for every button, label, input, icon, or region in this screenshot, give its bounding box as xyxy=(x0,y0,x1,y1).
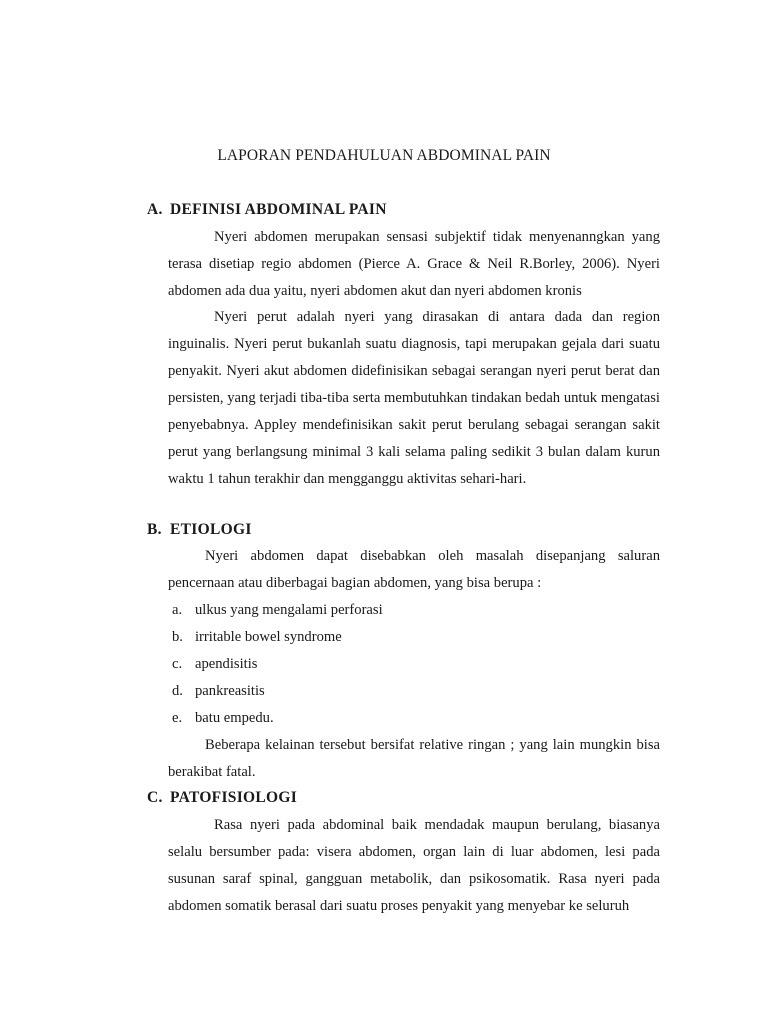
section-b-heading xyxy=(147,520,667,540)
etiology-list xyxy=(172,597,652,732)
section-b-paragraph-2: Beberapa kelainan tersebut bersifat relative ringan ; yang lain mungkin bisa berakibat fatal. xyxy=(168,737,660,780)
section-a-heading xyxy=(147,200,667,220)
section-b-paragraph-1: Nyeri abdomen dapat disebabkan oleh masalah disepanjang saluran pencernaan atau diberbagai bagian abdomen, yang bisa berupa : xyxy=(168,548,660,591)
section-a-paragraph-1: Nyeri abdomen merupakan sensasi subjektif tidak menyenanngkan yang terasa disetiap regio abdomen (Pierce A. Grace & Neil R.Borley, 2006). Nyeri abdomen ada dua yaitu, nyeri abdomen akut dan nyeri abdomen kronis xyxy=(168,229,660,299)
section-c-title: PATOFISIOLOGI xyxy=(170,789,298,806)
list-item: d. pankreasitis xyxy=(172,683,265,699)
section-b-title: ETIOLOGI xyxy=(170,521,252,538)
section-a-title: DEFINISI ABDOMINAL PAIN xyxy=(170,201,387,218)
section-a-letter: A. xyxy=(147,201,163,218)
list-item: e. batu empedu. xyxy=(172,710,274,726)
list-item: a. ulkus yang mengalami perforasi xyxy=(172,602,383,618)
section-c-paragraph-1: Rasa nyeri pada abdominal baik mendadak maupun berulang, biasanya selalu bersumber pada: visera abdomen, organ lain di luar abdomen, lesi pada susunan saraf spinal, gangguan metabolik, dan psikosomatik. Rasa nyeri pada abdomen somatik berasal dari suatu proses penyakit yang menyebar ke seluruh xyxy=(168,817,660,914)
list-item: c. apendisitis xyxy=(172,656,258,672)
list-item: b. irritable bowel syndrome xyxy=(172,629,342,645)
section-c-heading xyxy=(147,788,667,808)
document-title: LAPORAN PENDAHULUAN ABDOMINAL PAIN xyxy=(217,147,551,164)
section-c-letter: C. xyxy=(147,789,163,806)
section-a-paragraph-2: Nyeri perut adalah nyeri yang dirasakan di antara dada dan region inguinalis. Nyeri perut bukanlah suatu diagnosis, tapi merupakan gejala dari suatu penyakit. Nyeri akut abdomen didefinisikan sebagai serangan nyeri perut berat dan persisten, yang terjadi tiba-tiba serta membutuhkan tindakan bedah untuk mengatasi penyebabnya. Appley mendefinisikan sakit perut berulang sebagai serangan sakit perut yang berlangsung minimal 3 kali selama paling sedikit 3 bulan dalam kurun waktu 1 tahun terakhir dan mengganggu aktivitas sehari-hari. xyxy=(168,309,660,487)
section-b-letter: B. xyxy=(147,521,162,538)
